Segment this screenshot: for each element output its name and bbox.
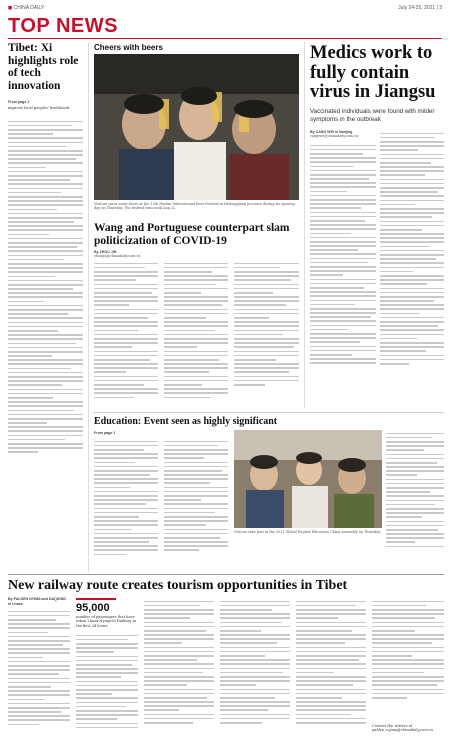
rail-contact: Contact the writers at palden_nyima@chinadaily.com.cn — [372, 724, 434, 733]
rail-body-col-6 — [372, 598, 444, 718]
rail-body-col-2 — [76, 632, 138, 743]
education-photo-art — [234, 430, 382, 528]
medics-headline: Medics work to fully contain virus in Jiangsu — [310, 43, 436, 102]
wang-body-col-1 — [94, 260, 158, 410]
rail-stat-box — [76, 598, 138, 628]
beer-festival-photo-art — [94, 54, 299, 200]
education-body-col-3 — [386, 430, 444, 570]
medics-body-col-1 — [310, 142, 376, 408]
wang-byline-block — [94, 250, 299, 258]
rail-body-col-4 — [220, 598, 290, 743]
tibet-headline: Tibet: Xi highlights role of tech innovation — [8, 42, 79, 92]
section-title: TOP NEWS — [8, 15, 118, 37]
education-headline: Education: Event seen as highly significant — [94, 416, 278, 427]
tibet-lede: improve local peoples' livelihoods. — [8, 106, 71, 110]
tibet-article — [8, 42, 83, 110]
medics-byline: By CANG WEI in Nanjing — [310, 130, 353, 134]
paper-name: ◼ CHINA DAILY — [8, 5, 45, 11]
medics-subhead: Vaccinated individuals were found with milder symptoms in the outbreak — [310, 108, 435, 123]
rail-stat-bar — [76, 598, 116, 600]
wang-email: zhoujin@chinadaily.com.cn — [94, 254, 141, 258]
rail-body-col-3 — [144, 598, 214, 743]
column-divider-2 — [304, 42, 305, 408]
education-body-col-2 — [164, 438, 228, 570]
header-rule — [8, 38, 442, 39]
rail-body-col-5 — [296, 598, 366, 743]
education-caption: Visitors take part in the 2021 Global English Education China Assembly on Thursday. — [234, 530, 381, 534]
rail-body-col-1 — [8, 608, 70, 743]
wang-byline: By ZHOU JIN — [94, 250, 117, 254]
column-divider — [88, 42, 89, 572]
wang-headline: Wang and Portuguese counterpart slam politicization of COVID-19 — [94, 222, 290, 247]
medics-email: cangwei@chinadaily.com.cn — [310, 134, 359, 138]
education-assembly-photo — [234, 430, 382, 528]
education-rule — [94, 412, 444, 413]
tibet-body-text — [8, 118, 83, 570]
cheers-section-title: Cheers with beers — [94, 43, 163, 52]
beer-festival-photo — [94, 54, 299, 200]
rail-byline: By PALDEN NYIMA and DAQIONG in Lhasa — [8, 597, 67, 606]
rail-stat-text: number of passengers that have taken Lhasa-Nyingchi Railway in the first 24 hours — [76, 615, 137, 628]
page-header — [0, 0, 450, 14]
rail-headline: New railway route creates tourism opportunities in Tibet — [8, 578, 348, 593]
wang-body-col-3 — [234, 260, 299, 410]
rail-rule — [8, 574, 444, 575]
medics-byline-block — [310, 130, 376, 138]
medics-body-col-2 — [380, 130, 444, 408]
education-body-col-1 — [94, 438, 158, 570]
rail-stat-value: 95,000 — [76, 602, 110, 614]
wang-body-col-2 — [164, 260, 228, 410]
paper-name-text: CHINA DAILY — [13, 5, 45, 11]
page-info: July 24-25, 2021 | 3 — [398, 5, 442, 11]
education-from-page: From page 1 — [94, 431, 116, 435]
tibet-from-page: From page 1 — [8, 100, 30, 104]
beer-festival-caption: Visitors savor some beers at the 13th Harbin International Beer Festival in Heilongjiang province during its opening day on Thursday. The festival runs until Aug 22. — [94, 202, 295, 211]
